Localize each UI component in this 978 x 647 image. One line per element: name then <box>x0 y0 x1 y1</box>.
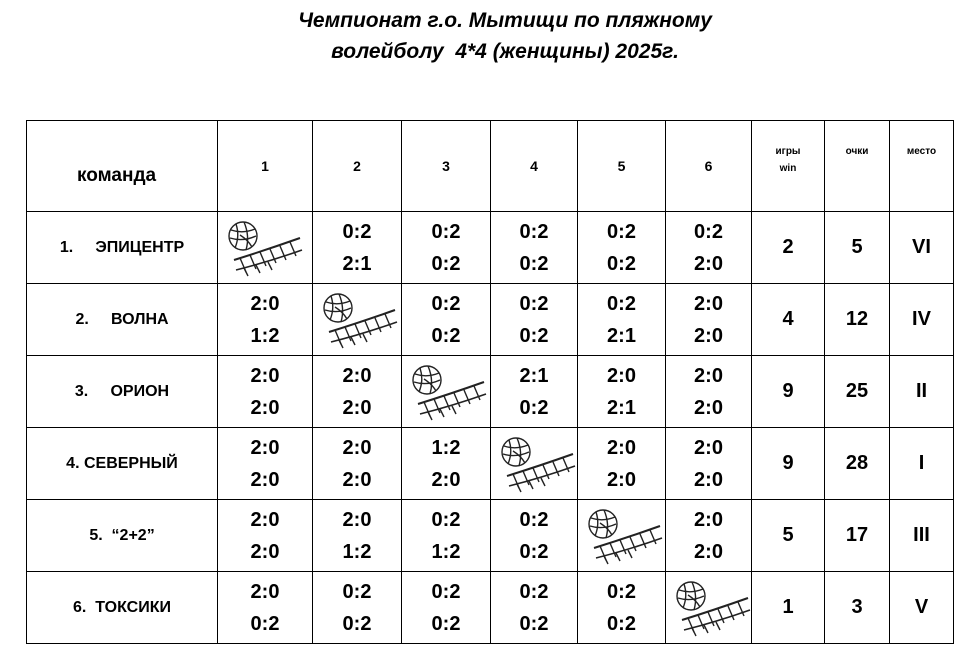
team-name: 6. ТОКСИКИ <box>27 572 218 644</box>
set-score: 1:2 <box>431 540 461 563</box>
set-score: 2:0 <box>250 292 280 315</box>
set-score: 2:0 <box>694 292 723 315</box>
set-score: 0:2 <box>431 220 461 243</box>
set-score: 2:0 <box>250 364 280 387</box>
set-score: 0:2 <box>250 612 280 635</box>
set-score: 0:2 <box>607 612 636 635</box>
games-won: 1 <box>752 572 825 644</box>
table-row <box>27 500 954 572</box>
set-score: 2:0 <box>694 508 723 531</box>
set-score: 0:2 <box>519 396 549 419</box>
points-total: 5 <box>825 212 890 284</box>
header-col-1: 1 <box>218 121 313 212</box>
table-row <box>27 284 954 356</box>
set-score: 0:2 <box>431 292 461 315</box>
self-match-cell <box>313 284 402 356</box>
set-score: 2:0 <box>694 252 723 275</box>
standings-table <box>26 120 954 644</box>
table-row <box>27 356 954 428</box>
set-score: 2:0 <box>694 324 723 347</box>
team-name: 2. ВОЛНА <box>27 284 218 356</box>
header-col-4: 4 <box>491 121 578 212</box>
set-score: 2:0 <box>342 468 372 491</box>
set-score: 0:2 <box>431 508 461 531</box>
set-score: 2:0 <box>607 468 636 491</box>
set-score: 2:0 <box>431 468 461 491</box>
set-score: 2:0 <box>607 364 636 387</box>
points-total: 25 <box>825 356 890 428</box>
set-score: 2:0 <box>342 508 372 531</box>
final-place: IV <box>890 284 954 356</box>
team-name: 3. ОРИОН <box>27 356 218 428</box>
title-line-1: Чемпионат г.о. Мытищи по пляжному <box>298 9 712 32</box>
header-games-win <box>752 121 825 212</box>
set-score: 2:0 <box>694 364 723 387</box>
set-score: 2:0 <box>694 468 723 491</box>
match-score-cell <box>313 356 402 428</box>
set-score: 2:0 <box>250 508 280 531</box>
final-place: I <box>890 428 954 500</box>
team-name: 1. ЭПИЦЕНТР <box>27 212 218 284</box>
header-win-label: win <box>779 163 797 174</box>
set-score: 2:0 <box>250 436 280 459</box>
match-score-cell <box>578 212 666 284</box>
set-score: 1:2 <box>250 324 280 347</box>
points-total: 28 <box>825 428 890 500</box>
set-score: 0:2 <box>431 612 461 635</box>
set-score: 2:0 <box>250 540 280 563</box>
self-match-cell <box>578 500 666 572</box>
set-score: 2:1 <box>607 396 636 419</box>
set-score: 0:2 <box>519 292 549 315</box>
set-score: 0:2 <box>519 508 549 531</box>
match-score-cell <box>313 212 402 284</box>
set-score: 2:1 <box>519 364 549 387</box>
match-score-cell <box>578 572 666 644</box>
match-score-cell <box>666 500 752 572</box>
header-row <box>27 121 954 212</box>
match-score-cell <box>313 500 402 572</box>
final-place: V <box>890 572 954 644</box>
set-score: 2:0 <box>694 540 723 563</box>
set-score: 1:2 <box>431 436 461 459</box>
volleyball-net-icon <box>321 292 401 350</box>
header-col-2: 2 <box>313 121 402 212</box>
team-name: 5. “2+2” <box>27 500 218 572</box>
header-team: команда <box>27 121 218 212</box>
volleyball-net-icon <box>674 580 754 638</box>
set-score: 0:2 <box>519 540 549 563</box>
set-score: 0:2 <box>342 612 372 635</box>
title-line-2: волейболу 4*4 (женщины) 2025г. <box>331 40 679 63</box>
document-title <box>0 5 978 67</box>
match-score-cell <box>491 356 578 428</box>
table-body <box>27 212 954 644</box>
games-won: 9 <box>752 356 825 428</box>
set-score: 0:2 <box>342 580 372 603</box>
set-score: 2:0 <box>342 396 372 419</box>
volleyball-net-icon <box>410 364 490 422</box>
match-score-cell <box>578 284 666 356</box>
match-score-cell <box>402 500 491 572</box>
set-score: 0:2 <box>519 324 549 347</box>
games-won: 4 <box>752 284 825 356</box>
points-total: 17 <box>825 500 890 572</box>
header-col-6: 6 <box>666 121 752 212</box>
points-total: 12 <box>825 284 890 356</box>
header-games-label: игры <box>775 146 801 157</box>
match-score-cell <box>313 572 402 644</box>
set-score: 2:0 <box>250 580 280 603</box>
set-score: 0:2 <box>342 220 372 243</box>
final-place: VI <box>890 212 954 284</box>
match-score-cell <box>402 212 491 284</box>
set-score: 0:2 <box>519 580 549 603</box>
set-score: 0:2 <box>519 252 549 275</box>
final-place: II <box>890 356 954 428</box>
set-score: 2:0 <box>342 436 372 459</box>
match-score-cell <box>666 428 752 500</box>
set-score: 0:2 <box>431 252 461 275</box>
set-score: 2:1 <box>607 324 636 347</box>
set-score: 0:2 <box>694 220 723 243</box>
volleyball-net-icon <box>226 220 306 278</box>
match-score-cell <box>491 212 578 284</box>
match-score-cell <box>218 572 313 644</box>
set-score: 0:2 <box>519 220 549 243</box>
set-score: 0:2 <box>431 580 461 603</box>
table-row <box>27 428 954 500</box>
volleyball-net-icon <box>499 436 579 494</box>
match-score-cell <box>218 500 313 572</box>
set-score: 0:2 <box>607 220 636 243</box>
set-score: 0:2 <box>607 252 636 275</box>
self-match-cell <box>402 356 491 428</box>
match-score-cell <box>402 428 491 500</box>
set-score: 0:2 <box>519 612 549 635</box>
self-match-cell <box>218 212 313 284</box>
set-score: 0:2 <box>607 292 636 315</box>
match-score-cell <box>666 356 752 428</box>
table-row <box>27 212 954 284</box>
match-score-cell <box>491 284 578 356</box>
team-name: 4. СЕВЕРНЫЙ <box>27 428 218 500</box>
match-score-cell <box>313 428 402 500</box>
match-score-cell <box>218 284 313 356</box>
header-col-3: 3 <box>402 121 491 212</box>
match-score-cell <box>402 572 491 644</box>
self-match-cell <box>666 572 752 644</box>
match-score-cell <box>402 284 491 356</box>
set-score: 2:0 <box>694 396 723 419</box>
header-col-5: 5 <box>578 121 666 212</box>
volleyball-net-icon <box>586 508 666 566</box>
set-score: 2:0 <box>250 396 280 419</box>
set-score: 2:0 <box>342 364 372 387</box>
set-score: 2:0 <box>250 468 280 491</box>
set-score: 0:2 <box>607 580 636 603</box>
match-score-cell <box>666 212 752 284</box>
games-won: 5 <box>752 500 825 572</box>
self-match-cell <box>491 428 578 500</box>
set-score: 0:2 <box>431 324 461 347</box>
set-score: 2:0 <box>607 436 636 459</box>
match-score-cell <box>491 500 578 572</box>
games-won: 2 <box>752 212 825 284</box>
points-total: 3 <box>825 572 890 644</box>
match-score-cell <box>218 428 313 500</box>
match-score-cell <box>578 428 666 500</box>
final-place: III <box>890 500 954 572</box>
header-points: очки <box>825 121 890 212</box>
match-score-cell <box>491 572 578 644</box>
match-score-cell <box>218 356 313 428</box>
set-score: 1:2 <box>342 540 372 563</box>
games-won: 9 <box>752 428 825 500</box>
match-score-cell <box>578 356 666 428</box>
header-place: место <box>890 121 954 212</box>
set-score: 2:0 <box>694 436 723 459</box>
table-row <box>27 572 954 644</box>
set-score: 2:1 <box>342 252 372 275</box>
match-score-cell <box>666 284 752 356</box>
